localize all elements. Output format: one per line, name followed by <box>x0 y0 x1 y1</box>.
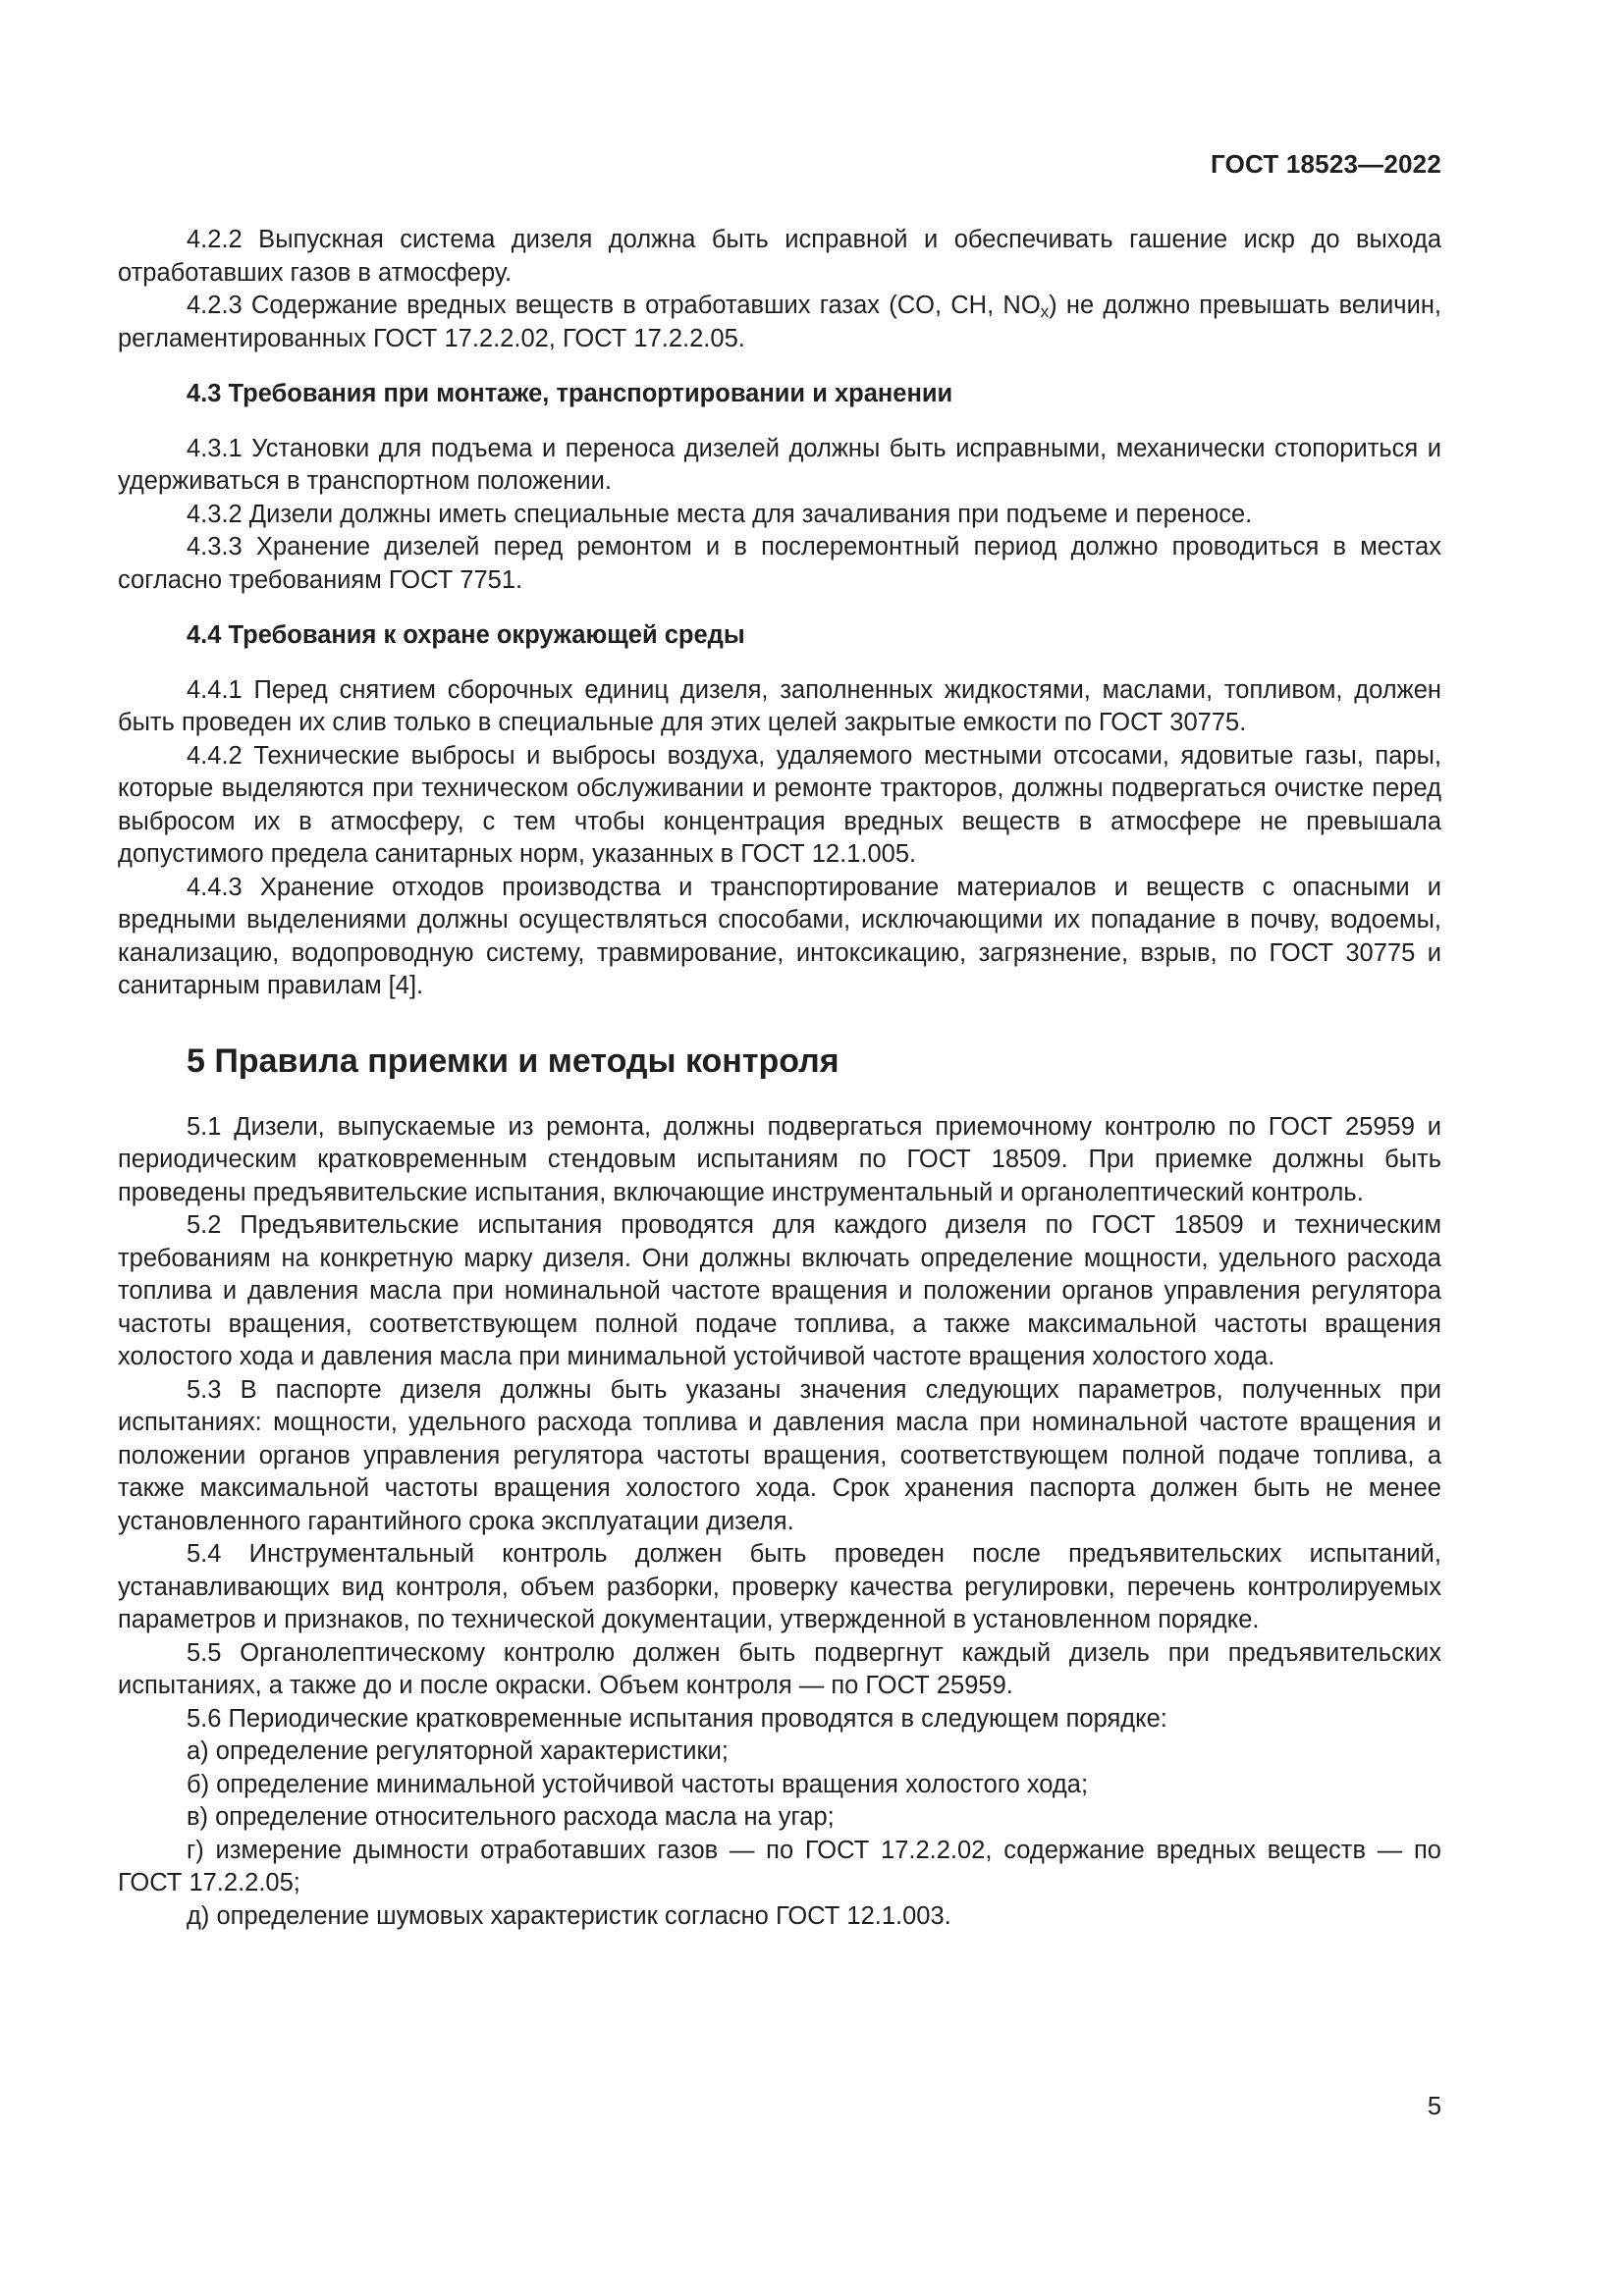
list-item-a: а) определение регуляторной характеристики; <box>187 1737 729 1765</box>
heading-section-5: 5 Правила приемки и методы контроля <box>187 1041 839 1080</box>
nox-subscript: x <box>1040 302 1050 321</box>
heading-4-4: 4.4 Требования к охране окружающей среды <box>187 621 745 649</box>
paragraph-4-3-2: 4.3.2 Дизели должны иметь специальные места для зачаливания при подъеме и переносе. <box>187 500 1253 528</box>
paragraph-5-6: 5.6 Периодические кратковременные испытания проводятся в следующем порядке: <box>187 1704 1167 1733</box>
paragraph-4-2-3-text-end: ) не должно превышать величин, регламентированных ГОСТ 17.2.2.02, ГОСТ 17.2.2.05. <box>118 292 1441 352</box>
page-body <box>118 224 1441 1933</box>
list-item-b: б) определение минимальной устойчивой частоты вращения холостого хода; <box>187 1770 1089 1798</box>
paragraph-5-5: 5.5 Органолептическому контролю должен быть подвергнут каждый дизель при предъявительских испытаниях, а также до и после окраски. Объем контроля — по ГОСТ 25959. <box>118 1638 1441 1699</box>
paragraph-4-3-1: 4.3.1 Установки для подъема и переноса дизелей должны быть исправными, механически стопориться и удерживаться в транспортном положении. <box>118 434 1441 495</box>
paragraph-4-3-3: 4.3.3 Хранение дизелей перед ремонтом и в послеремонтный период должно проводиться в местах согласно требованиям ГОСТ 7751. <box>118 533 1441 594</box>
paragraph-4-2-3-text-start: 4.2.3 Содержание вредных веществ в отработавших газах (CO, CH, NO <box>187 292 1041 319</box>
paragraph-5-1: 5.1 Дизели, выпускаемые из ремонта, должны подвергаться приемочному контролю по ГОСТ 25959 и периодическим кратковременным стендовым испытаниям по ГОСТ 18509. При приемке должны быть проведены предъявительские испытания, включающие инструментальный и органолептический контроль. <box>118 1112 1441 1206</box>
page-number: 5 <box>1427 2093 1441 2120</box>
paragraph-5-2: 5.2 Предъявительские испытания проводятся для каждого дизеля по ГОСТ 18509 и техническим требованиям на конкретную марку дизеля. Они должны включать определение мощности, удельного расхода топлива и давления масла при номинальной частоте вращения и положении органов управления регулятора частоты вращения, соответствующем полной подаче топлива, а также максимальной частоты вращения холостого хода и давления масла при минимальной устойчивой частоте вращения холостого хода. <box>118 1211 1441 1370</box>
paragraph-4-4-2: 4.4.2 Технические выбросы и выбросы воздуха, удаляемого местными отсосами, ядовитые газы, пары, которые выделяются при техническом обслуживании и ремонте тракторов, должны подвергаться очистке перед выбросом их в атмосферу, с тем чтобы концентрация вредных веществ в атмосфере не превышала допустимого предела санитарных норм, указанных в ГОСТ 12.1.005. <box>118 741 1441 868</box>
document-code-header: ГОСТ 18523—2022 <box>1211 149 1441 179</box>
paragraph-5-4: 5.4 Инструментальный контроль должен быть проведен после предъявительских испытаний, устанавливающих вид контроля, объем разборки, проверку качества регулировки, перечень контролируемых параметров и признаков, по технической документации, утвержденной в установленном порядке. <box>118 1540 1441 1633</box>
paragraph-4-4-1: 4.4.1 Перед снятием сборочных единиц дизеля, заполненных жидкостями, маслами, топливом, должен быть проведен их слив только в специальные для этих целей закрытые емкости по ГОСТ 30775. <box>118 675 1441 736</box>
paragraph-4-2-2: 4.2.2 Выпускная система дизеля должна быть исправной и обеспечивать гашение искр до выхода отработавших газов в атмосферу. <box>118 226 1441 287</box>
list-item-d: д) определение шумовых характеристик согласно ГОСТ 12.1.003. <box>187 1901 951 1930</box>
list-item-v: в) определение относительного расхода масла на угар; <box>187 1803 835 1831</box>
paragraph-4-2-3 <box>118 290 1441 355</box>
paragraph-4-4-3: 4.4.3 Хранение отходов производства и транспортирование материалов и веществ с опасными и вредными выделениями должны осуществляться способами, исключающими их попадание в почву, водоемы, канализацию, водопроводную систему, травмирование, интоксикацию, загрязнение, взрыв, по ГОСТ 30775 и санитарным правилам [4]. <box>118 873 1441 999</box>
heading-4-3: 4.3 Требования при монтаже, транспортировании и хранении <box>187 380 953 407</box>
paragraph-5-3: 5.3 В паспорте дизеля должны быть указаны значения следующих параметров, полученных при испытаниях: мощности, удельного расхода топлива и давления масла при номинальной частоте вращения и положении органов управления регулятора частоты вращения, соответствующем полной подаче топлива, а также максимальной частоты вращения холостого хода. Срок хранения паспорта должен быть не менее установленного гарантийного срока эксплуатации дизеля. <box>118 1375 1441 1535</box>
list-item-g: г) измерение дымности отработавших газов — по ГОСТ 17.2.2.02, содержание вредных веществ — по ГОСТ 17.2.2.05; <box>118 1836 1441 1896</box>
